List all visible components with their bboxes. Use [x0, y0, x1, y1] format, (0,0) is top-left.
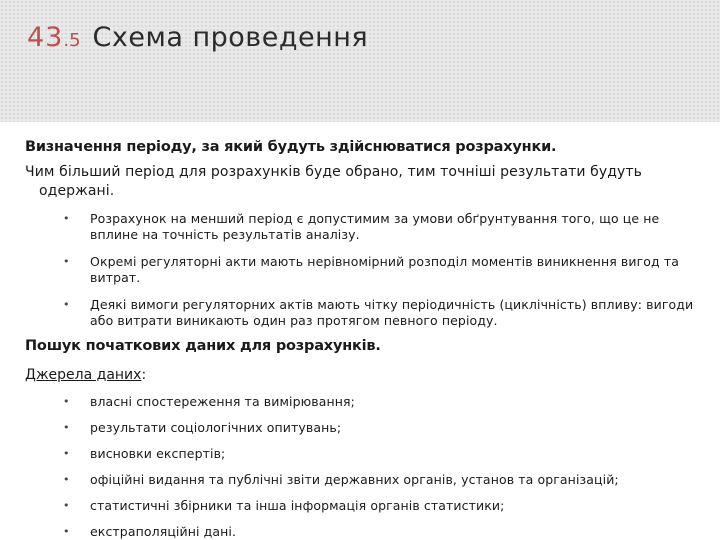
slide-number: 43: [27, 22, 64, 53]
list-item: • Деякі вимоги регуляторних актів мають чітку періодичність (циклічність) впливу: вигоди або витрати виникають один раз протягом певного періоду.: [25, 297, 695, 329]
list-item: • екстраполяційні дані.: [25, 524, 695, 540]
section-heading-data-search: Пошук початкових даних для розрахунків.: [25, 338, 381, 354]
sources-label: [25, 366, 695, 384]
list-item: • результати соціологічних опитувань;: [25, 420, 695, 436]
list-item: • Окремі регуляторні акти мають нерівномірний розподіл моментів виникнення вигод та витрат.: [25, 254, 695, 286]
slide-title-text: Схема проведення: [92, 22, 369, 53]
list-item: • офіційні видання та публічні звіти державних органів, установ та організацій;: [25, 472, 695, 488]
slide-content: [25, 139, 695, 540]
slide-number-suffix: .5: [63, 30, 81, 51]
slide-title: [27, 22, 368, 53]
list-item: • висновки експертів;: [25, 446, 695, 462]
list-item: • статистичні збірники та інша інформація органів статистики;: [25, 498, 695, 514]
slide-header: [0, 0, 720, 122]
period-bullet-list: [25, 211, 695, 329]
sources-label-colon: :: [141, 367, 147, 383]
sources-label-text: Джерела даних: [25, 367, 142, 383]
sources-bullet-list: [25, 394, 695, 540]
section-heading-period: Визначення періоду, за який будуть здійснюватися розрахунки.: [25, 139, 557, 155]
list-item: • власні спостереження та вимірювання;: [25, 394, 695, 410]
list-item: • Розрахунок на менший період є допустимим за умови обґрунтування того, що це не вплине на точність результатів аналізу.: [25, 211, 695, 243]
period-paragraph: Чим більший період для розрахунків буде обрано, тим точніші результати будуть одержані.: [25, 164, 643, 199]
